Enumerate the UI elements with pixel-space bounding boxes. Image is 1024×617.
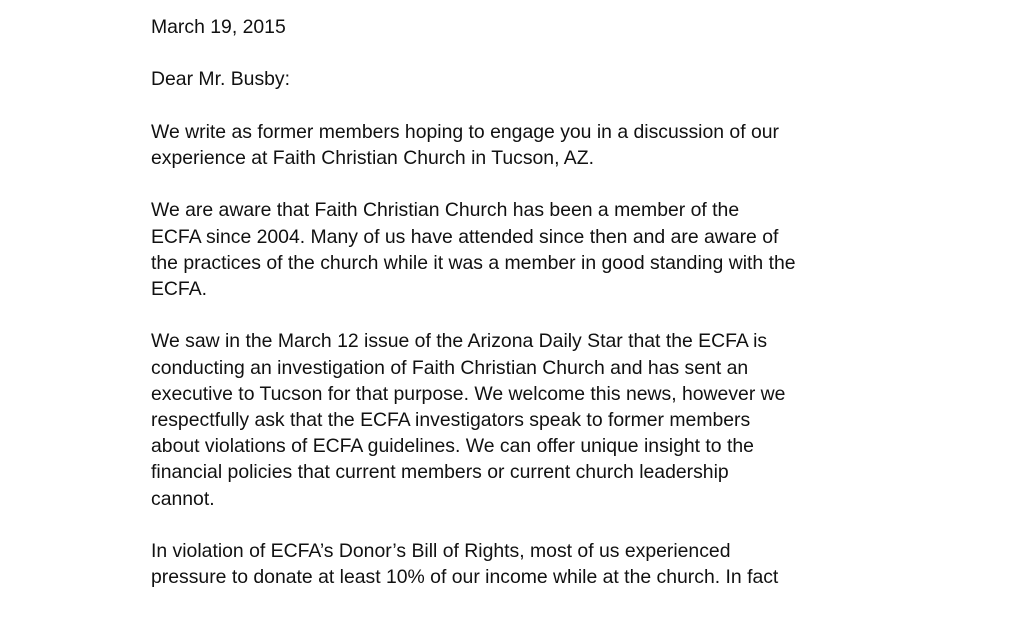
- text-line: respectfully ask that the ECFA investigators speak to former members: [151, 408, 751, 431]
- letter-salutation: [151, 66, 891, 92]
- date-text: March 19, 2015: [151, 16, 286, 38]
- paragraph-intro: [151, 119, 891, 171]
- text-line: experience at Faith Christian Church in Tucson, AZ.: [151, 146, 594, 169]
- text-line: the practices of the church while it was a member in good standing with the: [151, 251, 796, 274]
- text-line: ECFA.: [151, 277, 208, 300]
- text-line: We are aware that Faith Christian Church has been a member of the: [151, 199, 740, 222]
- paragraph-donor-rights: [151, 538, 891, 590]
- text-line: ECFA since 2004. Many of us have attended since then and are aware of: [151, 225, 779, 248]
- text-line: about violations of ECFA guidelines. We can offer unique insight to the: [151, 435, 754, 458]
- text-line: We write as former members hoping to engage you in a discussion of our: [151, 120, 779, 143]
- paragraph-membership: [151, 197, 891, 302]
- text-line: In violation of ECFA’s Donor’s Bill of Rights, most of us experienced: [151, 539, 731, 562]
- text-line: cannot.: [151, 487, 215, 510]
- text-line: pressure to donate at least 10% of our income while at the church. In fact: [151, 566, 779, 589]
- text-line: executive to Tucson for that purpose. We welcome this news, however we: [151, 382, 786, 405]
- paragraph-investigation: [151, 328, 891, 511]
- text-line: financial policies that current members or current church leadership: [151, 461, 729, 484]
- text-line: conducting an investigation of Faith Christian Church and has sent an: [151, 356, 749, 379]
- salutation-text: Dear Mr. Busby:: [151, 68, 291, 91]
- text-line: We saw in the March 12 issue of the Arizona Daily Star that the ECFA is: [151, 330, 768, 353]
- letter-date: [151, 14, 891, 40]
- letter-body: [151, 14, 891, 617]
